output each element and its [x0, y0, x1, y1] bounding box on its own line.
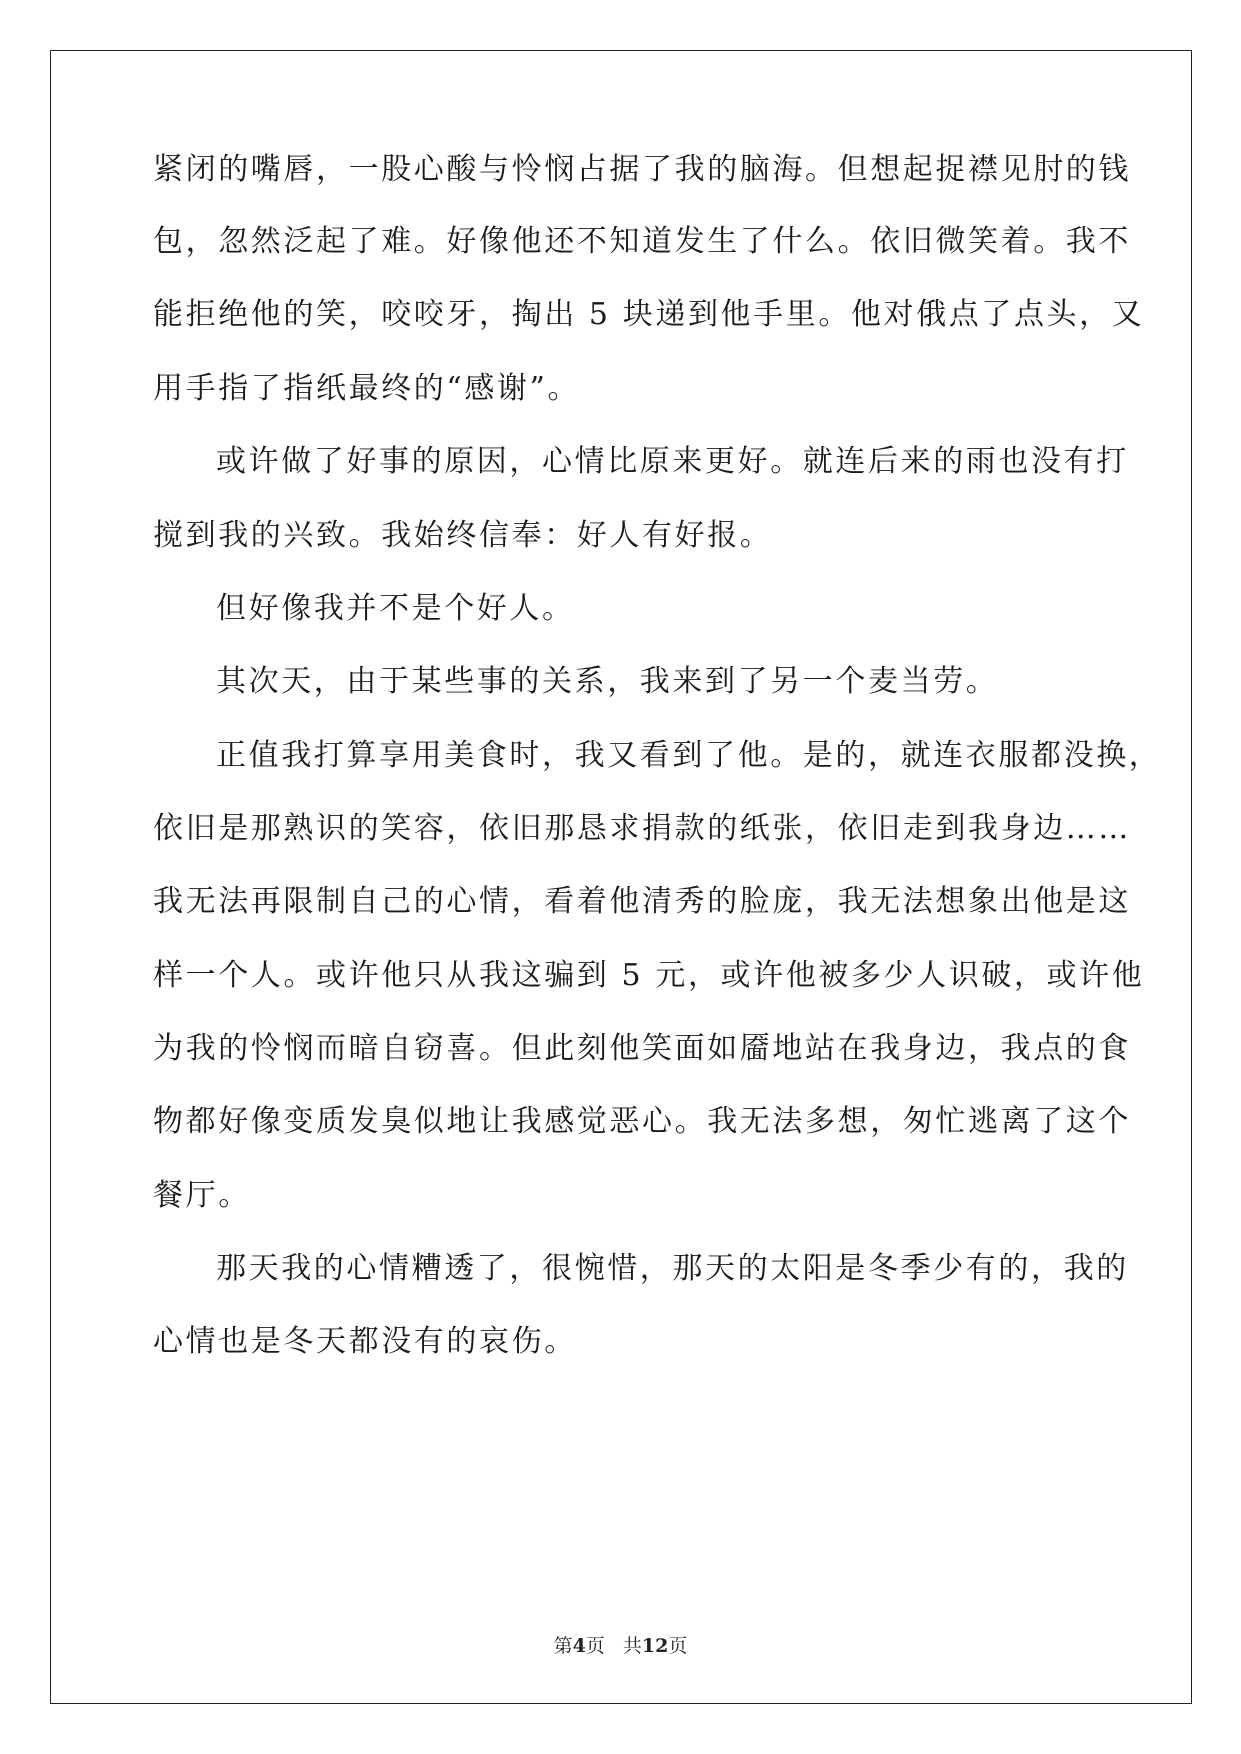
paragraph-start: 但好像我并不是个好人。 — [216, 591, 575, 626]
text-line: 能拒绝他的笑，咬咬牙，掏出 5 块递到他手里。他对俄点了点头，又 — [153, 297, 1145, 332]
page-prefix: 第 — [553, 1635, 573, 1657]
text-line: 物都好像变质发臭似地让我感觉恶心。我无法多想，匆忙逃离了这个 — [153, 1104, 1131, 1139]
text-line: 我无法再限制自己的心情，看着他清秀的脸庞，我无法想象出他是这 — [153, 884, 1131, 919]
page-suffix: 页 — [585, 1635, 605, 1657]
page-footer — [0, 1634, 1241, 1658]
text-line: 搅到我的兴致。我始终信奉：好人有好报。 — [153, 518, 773, 553]
paragraph-start: 那天我的心情糟透了，很惋惜，那天的太阳是冬季少有的，我的 — [216, 1251, 1129, 1286]
text-line: 为我的怜悯而暗自窃喜。但此刻他笑面如靥地站在我身边，我点的食 — [153, 1031, 1131, 1066]
page-number: 4 — [572, 1635, 586, 1657]
paragraph-start: 其次天，由于某些事的关系，我来到了另一个麦当劳。 — [216, 664, 999, 699]
total-prefix: 共 — [622, 1635, 642, 1657]
text-line: 依旧是那熟识的笑容，依旧那恳求捐款的纸张，依旧走到我身边…… — [153, 811, 1131, 846]
paragraph-start: 或许做了好事的原因，心情比原来更好。就连后来的雨也没有打 — [216, 444, 1129, 479]
paragraph-start: 正值我打算享用美食时，我又看到了他。是的，就连衣服都没换， — [216, 738, 1162, 773]
text-line: 餐厅。 — [153, 1178, 251, 1213]
text-line: 心情也是冬天都没有的哀伤。 — [153, 1324, 577, 1359]
total-suffix: 页 — [668, 1635, 688, 1657]
text-line: 样一个人。或许他只从我这骗到 5 元，或许他被多少人识破，或许他 — [153, 958, 1145, 993]
text-line: 紧闭的嘴唇，一股心酸与怜悯占据了我的脑海。但想起捉襟见肘的钱 — [153, 152, 1131, 187]
text-line: 包，忽然泛起了难。好像他还不知道发生了什么。依旧微笑着。我不 — [153, 224, 1131, 259]
text-line: 用手指了指纸最终的“感谢”。 — [153, 371, 581, 406]
total-pages: 12 — [641, 1635, 669, 1657]
